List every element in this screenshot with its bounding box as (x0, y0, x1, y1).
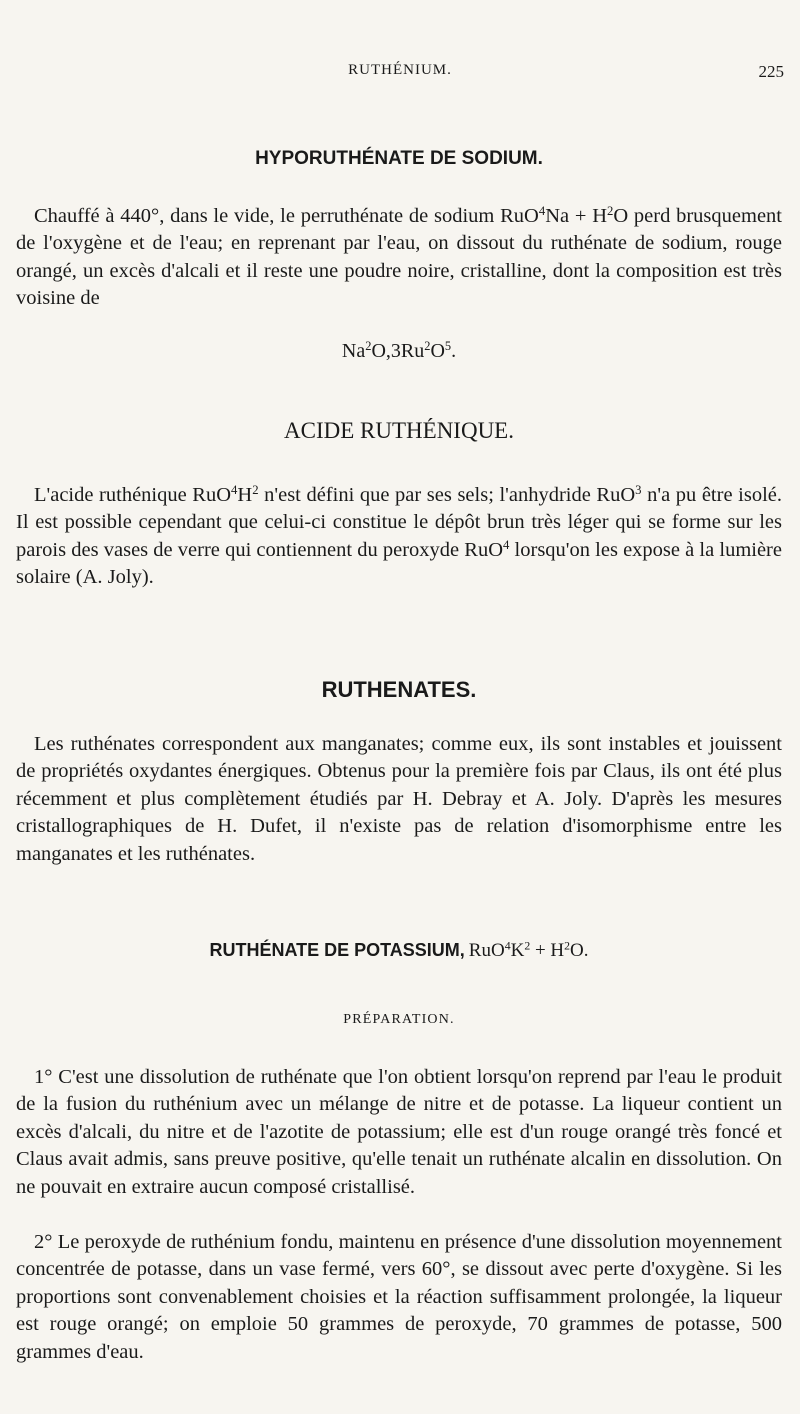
paragraph-preparation-1: 1° C'est une dissolution de ruthénate que l'on obtient lorsqu'on reprend par l'eau le produit de la fusion du ruthénium avec un mélange de nitre et de potasse. La liqueur contient un excès d'alcali, du nitre et de l'azotite de potassium; elle est d'un rouge orangé très foncé et Claus avait admis, sans preuve positive, qu'elle tenait un ruthénate alcalin en dissolution. On ne pouvait en extraire aucun composé cristallisé. (16, 1066, 782, 1198)
section-title-potassium: RUTHÉNATE DE POTASSIUM, $RuO^4K^2 + H^2O$. (209, 939, 589, 961)
paragraph-preparation-2: 2° Le peroxyde de ruthénium fondu, maintenu en présence d'une dissolution moyennement concentrée de potasse, dans un vase fermé, vers 60°, se dissout avec perte d'oxygène. Si les proportions sont convenablement choisies et la réaction suffisamment prolongée, la liqueur est rouge orangé; on emploie 50 grammes de peroxyde, 70 grammes de potasse, 500 grammes d'eau. (16, 1231, 782, 1363)
section-title-acide: ACIDE RUTHÉNIQUE. (284, 418, 514, 443)
subsection-title-preparation: PRÉPARATION. (343, 1012, 455, 1027)
running-header (0, 62, 800, 84)
paragraph-acide: L'acide ruthénique $RuO^4H^2$ n'est défini que par ses sels; l'anhydride RuO$^3$ n'a pu être isolé. Il est possible cependant que celui-ci constitue le dépôt brun très léger qui se forme sur les parois des vases de verre qui contiennent du peroxyde RuO$^4$ lorsqu'on les expose à la lumière solaire (A. Joly). (16, 483, 782, 589)
section-title-hyporuthenate: HYPORUTHÉNATE DE SODIUM. (255, 148, 543, 169)
formula-hyporuthenate: $Na^2O,3Ru^2O^5$. (341, 339, 457, 362)
running-title: RUTHÉNIUM. (348, 62, 452, 78)
paragraph-hyporuthenate: Chauffé à 440°, dans le vide, le perruthénate de sodium $RuO^4Na + H^2O$ perd brusquement de l'oxygène et de l'eau; en reprenant par l'eau, on dissout du ruthénate de sodium, rouge orangé, un excès d'alcali et il reste une poudre noire, cristalline, dont la composition est très voisine de (16, 204, 782, 310)
section-title-ruthenates: RUTHENATES. (321, 677, 477, 702)
page-number: 225 (758, 62, 784, 81)
paragraph-ruthenates: Les ruthénates correspondent aux manganates; comme eux, ils sont instables et jouissent de propriétés oxydantes énergiques. Obtenus pour la première fois par Claus, ils ont été plus récemment et plus complètement étudiés par H. Debray et A. Joly. D'après les mesures cristallographiques de H. Dufet, il n'existe pas de relation d'isomorphisme entre les manganates et les ruthénates. (16, 733, 782, 865)
